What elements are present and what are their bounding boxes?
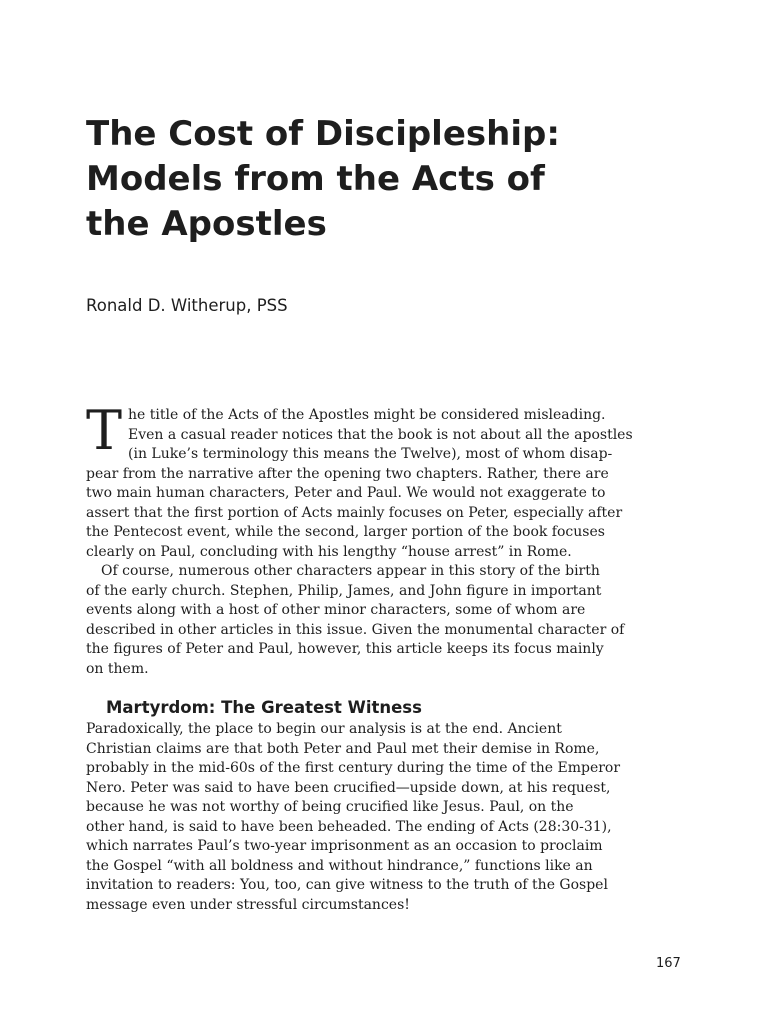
- paragraph-line: which narrates Paul’s two-year imprisonment as an occasion to proclaim: [86, 838, 603, 854]
- paragraph-line: Of course, numerous other characters appear in this story of the birth: [101, 563, 600, 579]
- paragraph-line: message even under stressful circumstances!: [86, 897, 410, 913]
- page-number: 167: [656, 956, 681, 971]
- paragraph-line: Christian claims are that both Peter and Paul met their demise in Rome,: [86, 741, 600, 757]
- paragraph-line: clearly on Paul, concluding with his lengthy “house arrest” in Rome.: [86, 544, 572, 560]
- paragraph-line: on them.: [86, 661, 149, 677]
- paragraph-line: invitation to readers: You, too, can give witness to the truth of the Gospel: [86, 877, 608, 893]
- paragraph-line: he title of the Acts of the Apostles might be considered misleading.: [128, 407, 606, 423]
- paragraph-line: Even a casual reader notices that the book is not about all the apostles: [128, 427, 633, 443]
- paragraph-line: pear from the narrative after the opening two chapters. Rather, there are: [86, 466, 609, 482]
- paragraph-line: events along with a host of other minor characters, some of whom are: [86, 602, 586, 618]
- title-line: The Cost of Discipleship:: [86, 114, 560, 154]
- title-line: the Apostles: [86, 204, 327, 244]
- paragraph-line: the Gospel “with all boldness and without hindrance,” functions like an: [86, 858, 593, 874]
- paragraph-line: the figures of Peter and Paul, however, this article keeps its focus mainly: [86, 641, 604, 657]
- drop-cap: T: [86, 399, 123, 462]
- title-line: Models from the Acts of: [86, 159, 545, 199]
- paragraph-line: Nero. Peter was said to have been crucified—upside down, at his request,: [86, 780, 611, 796]
- paragraph-line: two main human characters, Peter and Paul. We would not exaggerate to: [86, 485, 606, 501]
- paragraph-line: Paradoxically, the place to begin our analysis is at the end. Ancient: [86, 721, 562, 737]
- author-byline: Ronald D. Witherup, PSS: [86, 296, 288, 315]
- paragraph-line: probably in the mid-60s of the first century during the time of the Emperor: [86, 760, 621, 776]
- paragraph-line: (in Luke’s terminology this means the Twelve), most of whom disap-: [128, 446, 613, 462]
- paragraph-line: of the early church. Stephen, Philip, James, and John figure in important: [86, 583, 602, 599]
- section-heading: Martyrdom: The Greatest Witness: [106, 698, 422, 717]
- paragraph-line: other hand, is said to have been beheaded. The ending of Acts (28:30-31),: [86, 819, 612, 835]
- article-title: [86, 112, 706, 247]
- paragraph-line: the Pentecost event, while the second, larger portion of the book focuses: [86, 524, 605, 540]
- paragraph-line: because he was not worthy of being crucified like Jesus. Paul, on the: [86, 799, 574, 815]
- paragraph-line: assert that the first portion of Acts mainly focuses on Peter, especially after: [86, 505, 623, 521]
- paragraph-line: described in other articles in this issue. Given the monumental character of: [86, 622, 625, 638]
